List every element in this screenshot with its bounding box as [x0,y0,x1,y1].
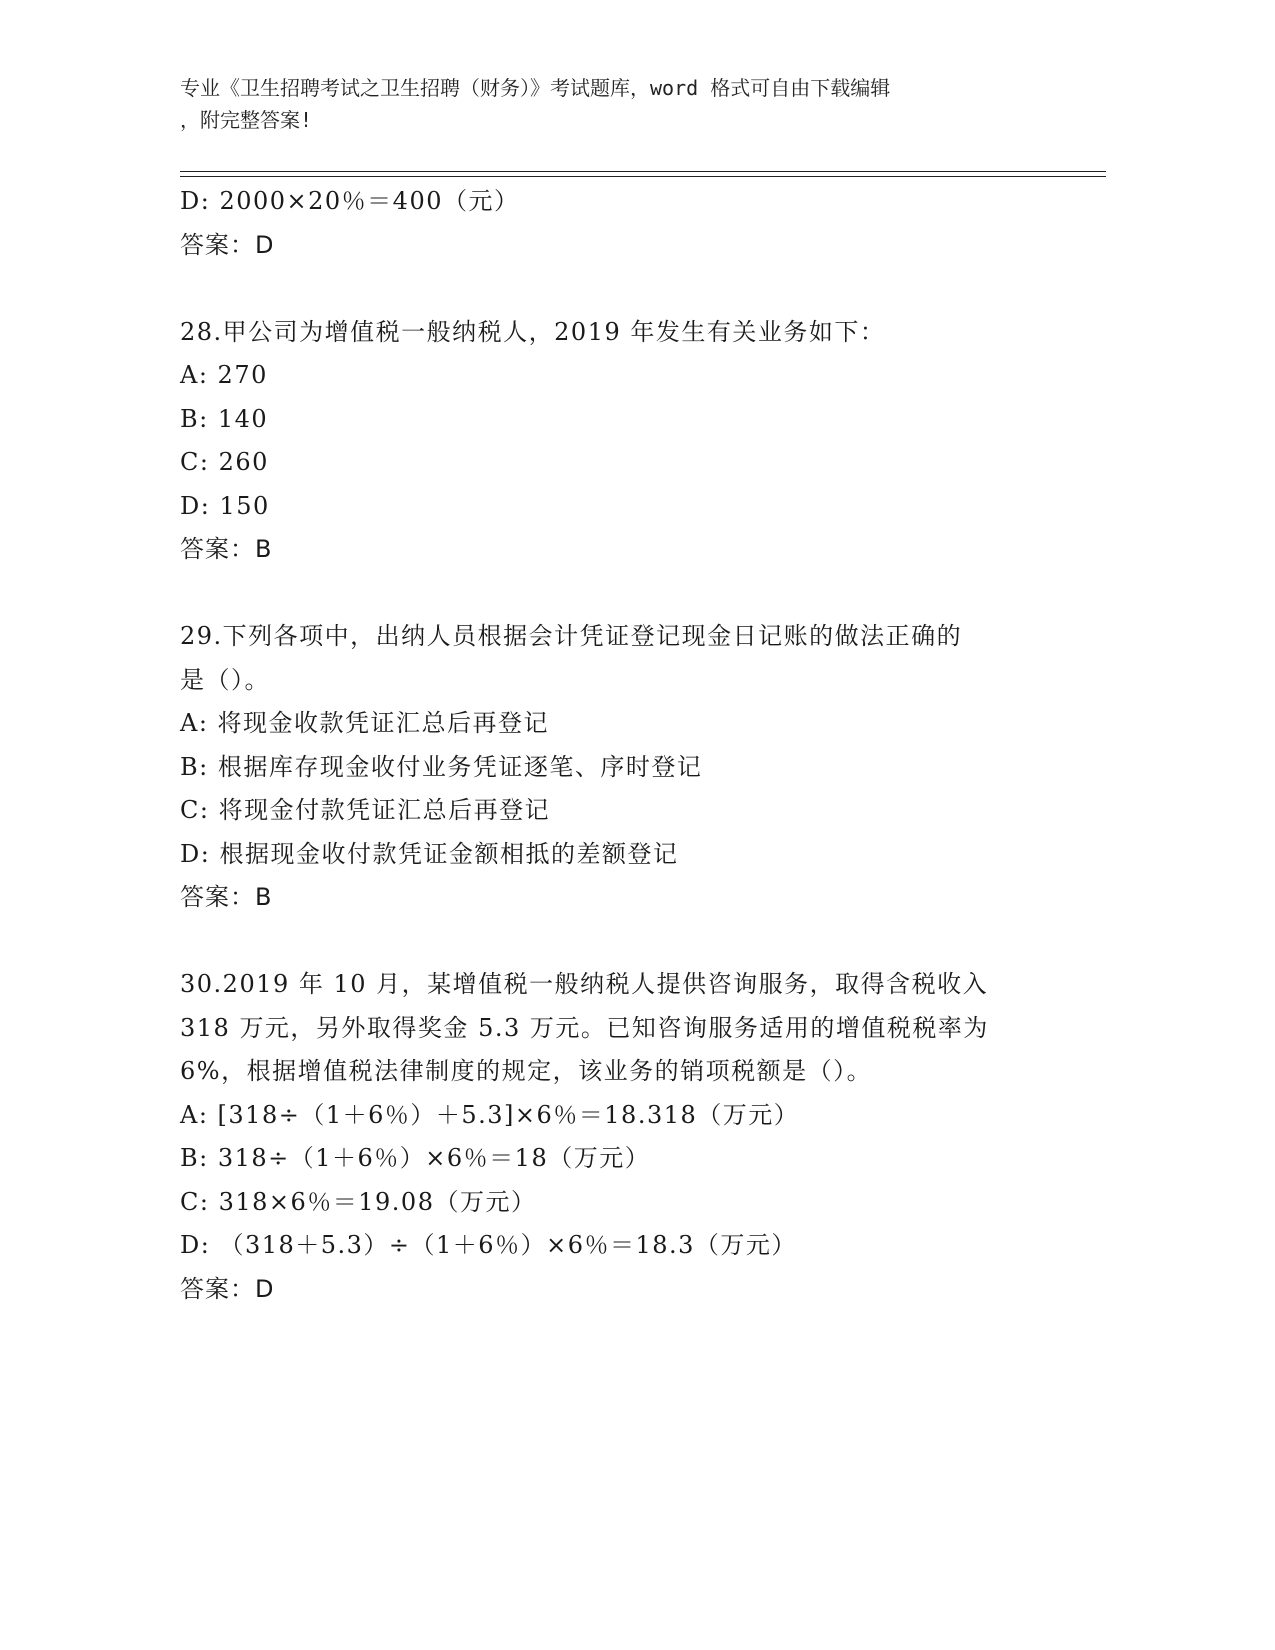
question-stem-line-1: 29.下列各项中，出纳人员根据会计凭证登记现金日记账的做法正确的 [180,622,963,650]
header-line-1: 专业《卫生招聘考试之卫生招聘（财务）》考试题库，word 格式可自由下载编辑 [180,76,891,100]
answer-line: 答案：D [180,1274,275,1303]
option-d: D: 根据现金收付款凭证金额相抵的差额登记 [180,839,679,868]
question-stem-line-3: 6%，根据增值税法律制度的规定，该业务的销项税额是（）。 [180,1057,873,1085]
question-stem-line-2: 是（）。 [180,665,270,694]
header-divider-top [180,171,1106,172]
option-a: A: [318÷（1＋6％）＋5.3]×6％＝18.318（万元） [180,1100,800,1129]
header-divider-bottom [180,176,1106,177]
option-a: A: 270 [180,361,268,389]
question-stem: 28.甲公司为增值税一般纳税人，2019 年发生有关业务如下： [180,317,886,346]
option-d: D: 150 [180,491,270,520]
option-c: C: 318×6％＝19.08（万元） [180,1187,537,1216]
option-b: B: 根据库存现金收付业务凭证逐笔、序时登记 [180,752,703,781]
document-header [180,72,1040,136]
spacer [180,572,1050,616]
question-28 [180,311,1050,572]
header-line-2: ，附完整答案! [180,108,313,132]
option-b: B: 318÷（1＋6％）×6％＝18（万元） [180,1144,651,1172]
spacer [180,267,1050,311]
question-stem-line-2: 318 万元，另外取得奖金 5.3 万元。已知咨询服务适用的增值税税率为 [180,1013,989,1042]
option-c: C: 将现金付款凭证汇总后再登记 [180,796,551,824]
answer-line: 答案：B [180,535,273,563]
option-a: A: 将现金收款凭证汇总后再登记 [180,709,550,737]
document-body [180,180,1050,1311]
option-d: D: （318＋5.3）÷（1＋6％）×6％＝18.3（万元） [180,1231,797,1259]
option-d: D: 2000×20％＝400（元） [180,187,520,215]
option-b: B: 140 [180,404,269,433]
previous-question-tail [180,180,1050,267]
question-stem-line-1: 30.2019 年 10 月，某增值税一般纳税人提供咨询服务，取得含税收入 [180,970,989,998]
answer-line: 答案：D [180,230,275,259]
question-29 [180,615,1050,920]
option-c: C: 260 [180,448,269,476]
spacer [180,920,1050,964]
answer-line: 答案：B [180,883,273,911]
question-30 [180,963,1050,1311]
